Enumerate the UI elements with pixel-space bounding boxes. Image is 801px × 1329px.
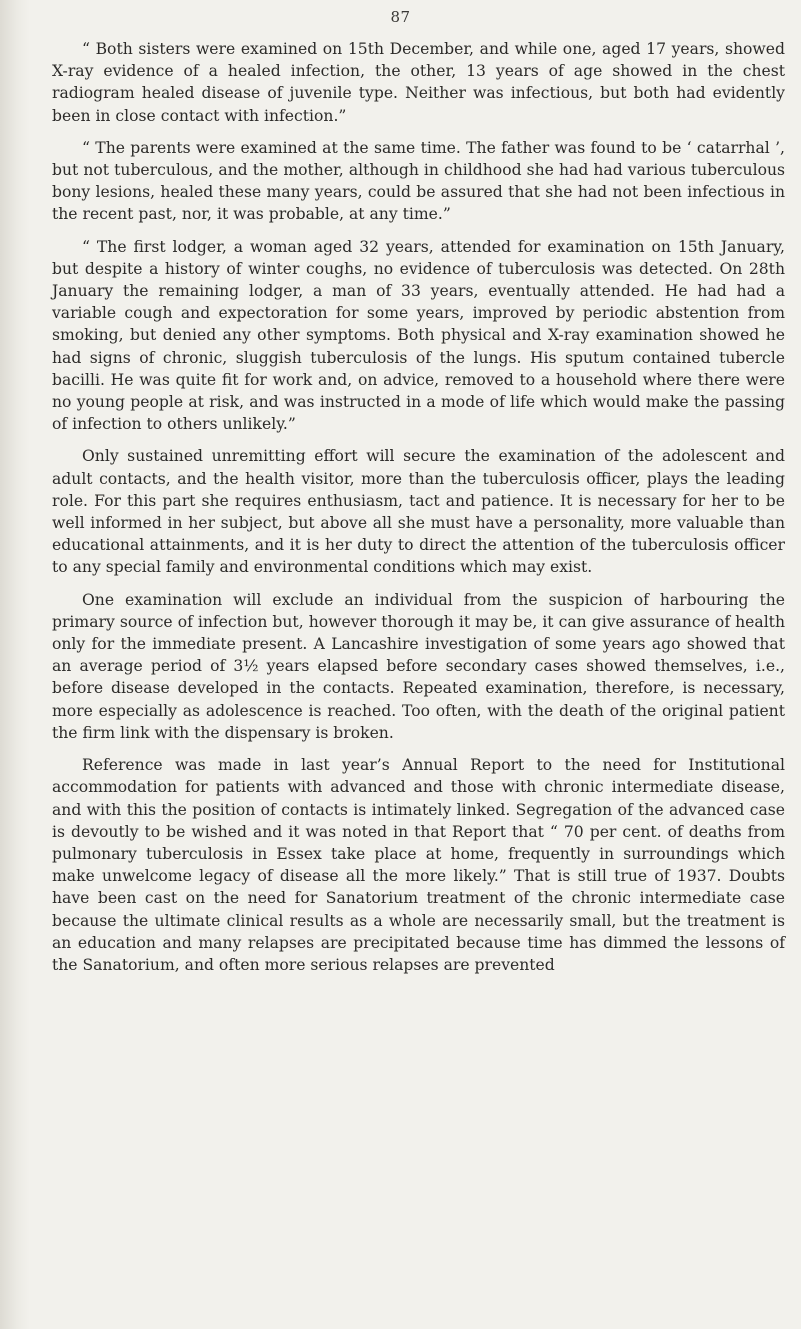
paragraph-parents-examination: “ The parents were examined at the same time. The father was found to be ‘ catarrhal ’, but not tuberculous, and the mother, although in childhood she had had various tuberculous bony lesions, healed these many years, could be assured that she had not been infectious in the recent past, nor, it was probable, at any time.” [52,138,785,224]
paragraph-repeated-examination: One examination will exclude an individual from the suspicion of harbouring the primary source of infection but, however thorough it may be, it can give assurance of health only for the immediate present. A Lancashire investigation of some years ago showed that an average period of 3½ years elapsed before secondary cases showed themselves, i.e., before disease developed in the contacts. Repeated examination, therefore, is necessary, more especially as adolescence is reached. Too often, with the death of the original patient the firm link with the dispensary is broken. [52,590,785,742]
page-edge-shadow [0,0,30,1329]
paragraph-health-visitor-role: Only sustained unremitting effort will secure the examination of the adolescent and adult contacts, and the health visitor, more than the tuberculosis officer, plays the leading role. For this part she requires enthusiasm, tact and patience. It is necessary for her to be well informed in her subject, but above all she must have a personality, more valuable than educational attainments, and it is her duty to direct the attention of the tuberculosis officer to any special family and environmental conditions which may exist. [52,447,785,577]
paragraph-institutional-accommodation: Reference was made in last year’s Annual Report to the need for Institutional accommodation for patients with advanced and those with chronic intermediate disease, and with this the position of contacts is intimately linked. Segregation of the advanced case is devoutly to be wished and it was noted in that Report that “ 70 per cent. of deaths from pulmonary tuberculosis in Essex take place at home, frequently in surroundings which make unwelcome legacy of disease all the more likely.” That is still true of 1937. Doubts have been cast on the need for Sanatorium treatment of the chronic intermediate case because the ultimate clinical results as a whole are necessarily small, but the treatment is an education and many relapses are precipitated because time has dimmed the lessons of the Sanatorium, and often more serious relapses are prevented [52,756,785,974]
paragraph-sisters-examination: “ Both sisters were examined on 15th December, and while one, aged 17 years, showed X-ray evidence of a healed infection, the other, 13 years of age showed in the chest radiogram healed disease of juvenile type. Neither was infectious, but both had evidently been in close contact with infection.” [52,40,785,125]
body-text [52,38,785,986]
page-number: 87 [390,8,411,26]
paragraph-lodgers-examination: “ The first lodger, a woman aged 32 years, attended for examination on 15th January, but despite a history of winter coughs, no evidence of tuberculosis was detected. On 28th January the remaining lodger, a man of 33 years, eventually attended. He had had a variable cough and expectoration for some years, improved by periodic abstention from smoking, but denied any other symptoms. Both physical and X-ray examination showed he had signs of chronic, sluggish tuberculosis of the lungs. His sputum contained tubercle bacilli. He was quite fit for work and, on advice, removed to a household where there were no young people at risk, and was instructed in a mode of life which would make the passing of infection to others unlikely.” [52,237,785,434]
